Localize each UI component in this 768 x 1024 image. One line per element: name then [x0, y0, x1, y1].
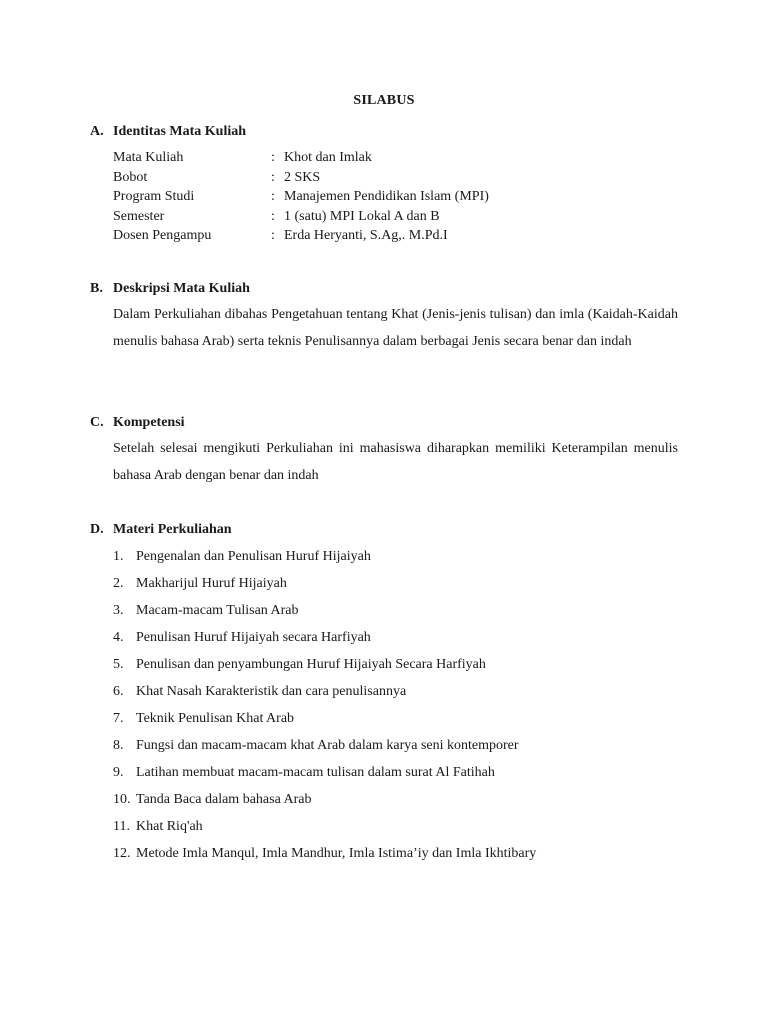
identity-value: Khot dan Imlak: [284, 150, 372, 165]
list-text: Teknik Penulisan Khat Arab: [136, 711, 295, 726]
section-materi: [90, 520, 678, 867]
section-heading: [90, 122, 678, 142]
list-number: 6.: [113, 684, 124, 699]
description-paragraph: Dalam Perkuliahan dibahas Pengetahuan tentang Khat (Jenis-jenis tulisan) dan imla (Kaidah-Kaidah menulis bahasa Arab) serta teknis Penulisannya dalam berbagai Jenis secara benar dan indah: [113, 307, 678, 349]
section-kompetensi: [90, 413, 678, 489]
section-letter: B.: [90, 281, 103, 296]
section-letter: A.: [90, 124, 104, 139]
section-title: Kompetensi: [113, 415, 185, 430]
section-heading: [90, 520, 678, 540]
identity-table: [113, 148, 678, 246]
section-identitas: [90, 122, 678, 246]
section-letter: D.: [90, 522, 104, 537]
list-item: [113, 813, 678, 840]
identity-label: Mata Kuliah: [113, 150, 184, 165]
materi-list: [113, 543, 678, 867]
list-item: [113, 678, 678, 705]
list-text: Khat Nasah Karakteristik dan cara penulisannya: [136, 684, 407, 699]
identity-label: Semester: [113, 208, 165, 224]
list-item: [113, 705, 678, 732]
list-number: 8.: [113, 738, 124, 753]
identity-colon: :: [271, 150, 275, 165]
identity-row: [113, 168, 678, 188]
identity-label: Program Studi: [113, 189, 195, 204]
identity-value: 2 SKS: [284, 169, 321, 185]
list-text: Metode Imla Manqul, Imla Mandhur, Imla Istima’iy dan Imla Ikhtibary: [136, 846, 537, 861]
list-item: [113, 570, 678, 597]
list-item: [113, 786, 678, 813]
identity-label: Dosen Pengampu: [113, 228, 212, 243]
list-text: Penulisan dan penyambungan Huruf Hijaiyah Secara Harfiyah: [136, 657, 486, 672]
identity-row: [113, 226, 678, 246]
list-number: 4.: [113, 630, 124, 645]
identity-colon: :: [271, 169, 275, 185]
identity-colon: :: [271, 228, 275, 243]
list-text: Makharijul Huruf Hijaiyah: [136, 576, 287, 591]
list-item: [113, 840, 678, 867]
identity-row: [113, 187, 678, 207]
list-number: 7.: [113, 711, 124, 726]
list-item: [113, 759, 678, 786]
list-number: 9.: [113, 765, 124, 780]
section-letter: C.: [90, 415, 104, 430]
list-item: [113, 651, 678, 678]
list-number: 12.: [113, 846, 131, 861]
identity-value: Manajemen Pendidikan Islam (MPI): [284, 189, 489, 204]
competence-paragraph: Setelah selesai mengikuti Perkuliahan ini mahasiswa diharapkan memiliki Keterampilan menulis bahasa Arab dengan benar dan indah: [113, 441, 678, 483]
identity-row: [113, 207, 678, 227]
identity-colon: :: [271, 189, 275, 204]
list-number: 5.: [113, 657, 124, 672]
list-item: [113, 543, 678, 570]
list-text: Pengenalan dan Penulisan Huruf Hijaiyah: [136, 549, 371, 564]
identity-value: 1 (satu) MPI Lokal A dan B: [284, 208, 440, 224]
section-heading: [90, 413, 678, 433]
identity-label: Bobot: [113, 169, 148, 185]
section-deskripsi: [90, 279, 678, 355]
list-item: [113, 597, 678, 624]
identity-colon: :: [271, 208, 275, 224]
list-number: 11.: [113, 819, 130, 834]
list-text: Khat Riq'ah: [136, 819, 203, 834]
section-title: Identitas Mata Kuliah: [113, 124, 247, 139]
section-title: Materi Perkuliahan: [113, 522, 232, 537]
identity-row: [113, 148, 678, 168]
list-number: 1.: [113, 549, 124, 564]
identity-value: Erda Heryanti, S.Ag,. M.Pd.I: [284, 228, 448, 243]
list-text: Latihan membuat macam-macam tulisan dalam surat Al Fatihah: [136, 765, 495, 780]
document-title: SILABUS: [353, 93, 415, 108]
list-number: 10.: [113, 792, 131, 807]
list-text: Fungsi dan macam-macam khat Arab dalam karya seni kontemporer: [136, 738, 519, 753]
list-text: Macam-macam Tulisan Arab: [136, 603, 299, 618]
list-item: [113, 732, 678, 759]
list-text: Tanda Baca dalam bahasa Arab: [136, 792, 312, 807]
section-title: Deskripsi Mata Kuliah: [113, 281, 250, 296]
section-heading: [90, 279, 678, 299]
list-number: 3.: [113, 603, 124, 618]
list-number: 2.: [113, 576, 124, 591]
list-item: [113, 624, 678, 651]
list-text: Penulisan Huruf Hijaiyah secara Harfiyah: [136, 630, 371, 645]
